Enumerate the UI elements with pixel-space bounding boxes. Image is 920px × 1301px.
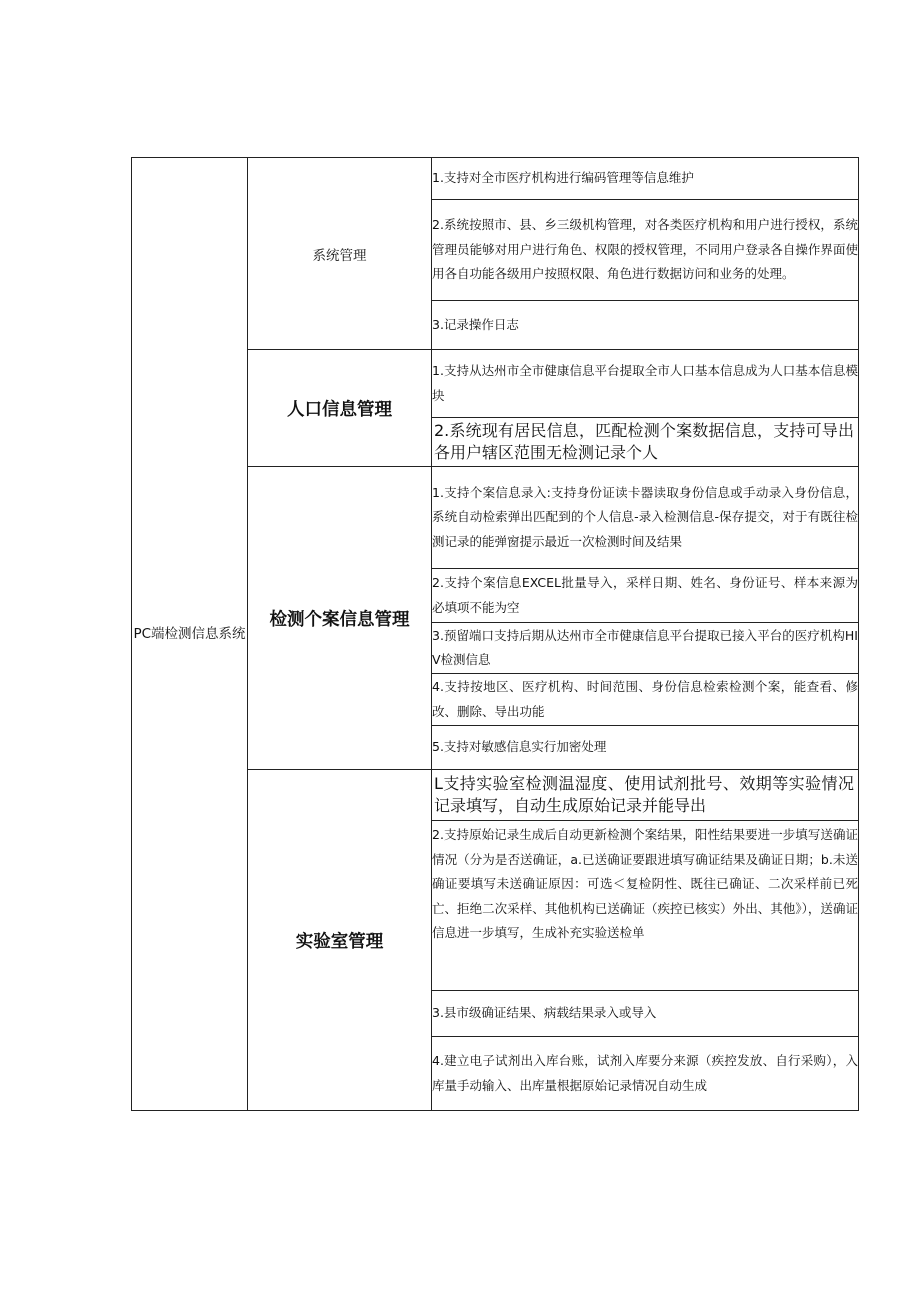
feature-cell: 1.支持从达州市全市健康信息平台提取全市人口基本信息成为人口基本信息模块 bbox=[432, 350, 859, 418]
feature-cell: 1.支持个案信息录入:支持身份证读卡器读取身份信息或手动录入身份信息，系统自动检索弹出匹配到的个人信息-录入检测信息-保存提交，对于有既往检测记录的能弹窗提示最近一次检测时间及结果 bbox=[432, 467, 859, 569]
feature-cell: 4.支持按地区、医疗机构、时间范围、身份信息检索检测个案，能查看、修改、删除、导出功能 bbox=[432, 674, 859, 726]
module-cell bbox=[248, 158, 432, 350]
feature-cell: L支持实验室检测温湿度、使用试剂批号、效期等实验情况记录填写，自动生成原始记录并能导出 bbox=[432, 770, 859, 821]
feature-cell: 2.系统现有居民信息，匹配检测个案数据信息，支持可导出各用户辖区范围无检测记录个人 bbox=[432, 418, 859, 467]
feature-cell: 4.建立电子试剂出入库台账，试剂入库要分来源（疾控发放、自行采购），入库量手动输入、出库量根据原始记录情况自动生成 bbox=[432, 1037, 859, 1111]
module-name: 检测个案信息管理 bbox=[269, 609, 410, 630]
module-cell bbox=[248, 770, 432, 1111]
feature-cell: 2.支持个案信息EXCEL批量导入，采样日期、姓名、身份证号、样本来源为必填项不能为空 bbox=[432, 569, 859, 623]
table-row bbox=[132, 158, 859, 200]
feature-cell: 3.预留端口支持后期从达州市全市健康信息平台提取已接入平台的医疗机构HIV检测信息 bbox=[432, 623, 859, 674]
feature-cell: 3.记录操作日志 bbox=[432, 301, 859, 350]
spec-table bbox=[131, 157, 859, 1111]
feature-cell: 3.县市级确证结果、病载结果录入或导入 bbox=[432, 991, 859, 1037]
module-name: 实验室管理 bbox=[295, 931, 384, 952]
feature-cell: 2.系统按照市、县、乡三级机构管理，对各类医疗机构和用户进行授权，系统管理员能够对用户进行角色、权限的授权管理，不同用户登录各自操作界面使用各自功能各级用户按照权限、角色进行数据访问和业务的处理。 bbox=[432, 200, 859, 301]
module-name: 人口信息管理 bbox=[287, 399, 392, 420]
system-name: PC端检测信息系统 bbox=[133, 626, 246, 642]
system-name-cell bbox=[132, 158, 248, 1111]
module-cell bbox=[248, 350, 432, 467]
feature-cell: 5.支持对敏感信息实行加密处理 bbox=[432, 726, 859, 770]
module-name: 系统管理 bbox=[312, 247, 367, 264]
module-cell bbox=[248, 467, 432, 770]
feature-cell: 1.支持对全市医疗机构进行编码管理等信息维护 bbox=[432, 158, 859, 200]
feature-cell: 2.支持原始记录生成后自动更新检测个案结果，阳性结果要进一步填写送确证情况（分为是否送确证，a.已送确证要跟进填写确证结果及确证日期；b.未送确证要填写未送确证原因：可选＜复检阴性、既往已确证、二次采样前已死亡、拒绝二次采样、其他机构已送确证（疾控已核实）外出、其他》），送确证信息进一步填写，生成补充实验送检单 bbox=[432, 821, 859, 991]
